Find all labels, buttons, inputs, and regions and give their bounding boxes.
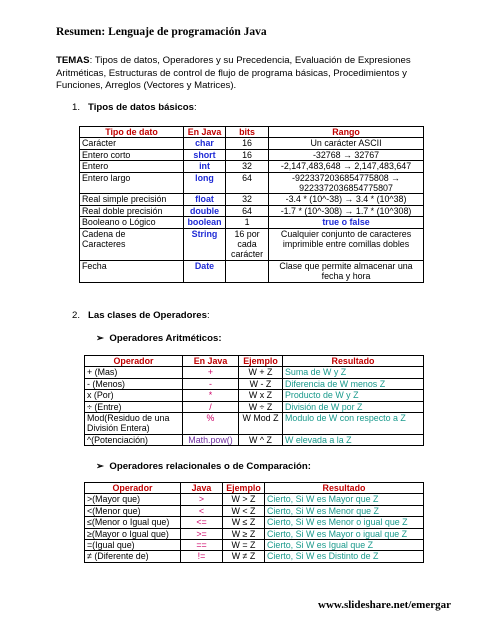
cell: Cierto, Si W es Igual que Z (265, 540, 424, 551)
cell: W ^ Z (239, 434, 283, 445)
cell: Clase que permite almacenar una fecha y hora (269, 260, 424, 282)
table-row (85, 367, 424, 378)
cell: float (184, 194, 226, 205)
subsection-arithmetic-heading (96, 333, 222, 344)
cell: Cierto, Si W es Menor que Z (265, 505, 424, 516)
cell: W - Z (239, 378, 283, 389)
page-title: Resumen: Lenguaje de programación Java (56, 26, 267, 38)
cell: long (184, 172, 226, 194)
table-row (85, 540, 424, 551)
table-row (80, 138, 424, 149)
cell: Cierto, Si W es Menor o igual que Z (265, 517, 424, 528)
cell: -2,147,483,648 → 2,147,483,647 (269, 161, 424, 172)
table-row (80, 149, 424, 160)
cell: Carácter (80, 138, 184, 149)
cell: W + Z (239, 367, 283, 378)
section-1-number: 1. (72, 102, 81, 113)
cell: boolean (184, 217, 226, 228)
table-row (80, 260, 424, 282)
section-1-title: Tipos de datos básicos (88, 102, 194, 113)
cell: Cierto, Si W es Mayor que Z (265, 494, 424, 505)
section-2-number: 2. (72, 310, 81, 321)
cell: ≥(Mayor o Igual que) (85, 528, 181, 539)
col-header: Tipo de dato (80, 127, 184, 138)
cell: Booleano o Lógico (80, 217, 184, 228)
footer-url[interactable]: www.slideshare.net/emergar (318, 599, 451, 611)
table-row (85, 413, 424, 435)
cell: W ÷ Z (239, 401, 283, 412)
table-row (85, 551, 424, 562)
cell: Date (184, 260, 226, 282)
table-row (80, 217, 424, 228)
cell: - (183, 378, 239, 389)
cell: / (183, 401, 239, 412)
cell: Entero corto (80, 149, 184, 160)
section-1-heading: 1. Tipos de datos básicos: (72, 102, 197, 113)
table-row (85, 517, 424, 528)
col-header: Operador (85, 483, 181, 494)
cell: 64 (226, 205, 269, 216)
cell: != (181, 551, 223, 562)
cell: > (181, 494, 223, 505)
cell: <= (181, 517, 223, 528)
table-header-row (80, 127, 424, 138)
col-header: Resultado (283, 356, 424, 367)
intro-label: TEMAS (56, 55, 90, 66)
cell: W ≤ Z (223, 517, 265, 528)
cell: ≤(Menor o Igual que) (85, 517, 181, 528)
cell: * (183, 390, 239, 401)
cell: < (181, 505, 223, 516)
intro-paragraph (56, 55, 451, 93)
cell: Cierto, Si W es Distinto de Z (265, 551, 424, 562)
cell: Cadena de Caracteres (80, 228, 184, 260)
cell: Diferencia de W menos Z (283, 378, 424, 389)
cell: char (184, 138, 226, 149)
cell: 16 por cada carácter (226, 228, 269, 260)
cell: 16 (226, 138, 269, 149)
cell: 1 (226, 217, 269, 228)
col-header: Ejemplo (239, 356, 283, 367)
cell: Real simple precisión (80, 194, 184, 205)
cell: W > Z (223, 494, 265, 505)
table-row (80, 205, 424, 216)
intro-text: : Tipos de datos, Operadores y su Precedencia, Evaluación de Expresiones Aritméticas, Estructuras de control de flujo de programa básicas, Procedimientos y Funciones, Arreglos (Vectores y Matrices). (56, 55, 411, 92)
col-header: En Java (183, 356, 239, 367)
table-row (85, 401, 424, 412)
subsection-arithmetic-title: Operadores Aritméticos: (109, 333, 222, 344)
cell: W x Z (239, 390, 283, 401)
subsection-relational-title: Operadores relacionales o de Comparación: (109, 461, 311, 472)
col-header: Ejemplo (223, 483, 265, 494)
table-row (80, 228, 424, 260)
table-row (85, 494, 424, 505)
cell: Modulo de W con respecto a Z (283, 413, 424, 435)
table-row (85, 378, 424, 389)
table-header-row (85, 483, 424, 494)
col-header: Operador (85, 356, 183, 367)
cell: W elevada a la Z (283, 434, 424, 445)
cell: W ≠ Z (223, 551, 265, 562)
section-2-heading: 2. Las clases de Operadores: (72, 310, 210, 321)
cell: == (181, 540, 223, 551)
relational-operators-table (84, 482, 424, 563)
cell: ^(Potenciación) (85, 434, 183, 445)
cell: String (184, 228, 226, 260)
cell: x (Por) (85, 390, 183, 401)
cell: + (183, 367, 239, 378)
bullet-arrow-icon: ➢ (96, 461, 105, 472)
cell: W < Z (223, 505, 265, 516)
cell: Entero (80, 161, 184, 172)
cell: -1.7 * (10^-308) → 1.7 * (10^308) (269, 205, 424, 216)
cell: 32 (226, 161, 269, 172)
cell: ÷ (Entre) (85, 401, 183, 412)
col-header: Java (181, 483, 223, 494)
cell: Cualquier conjunto de caracteres imprimible entre comillas dobles (269, 228, 424, 260)
cell: 64 (226, 172, 269, 194)
cell: ≠ (Diferente de) (85, 551, 181, 562)
table-row (85, 505, 424, 516)
cell: - (Menos) (85, 378, 183, 389)
col-header: bits (226, 127, 269, 138)
table-row (80, 172, 424, 194)
table-row (80, 194, 424, 205)
cell: -3.4 * (10^-38) → 3.4 * (10^38) (269, 194, 424, 205)
cell: double (184, 205, 226, 216)
cell: División de W por Z (283, 401, 424, 412)
cell: Real doble precisión (80, 205, 184, 216)
col-header: Rango (269, 127, 424, 138)
cell: Entero largo (80, 172, 184, 194)
cell: >(Mayor que) (85, 494, 181, 505)
cell: Cierto, Si W es Mayor o igual que Z (265, 528, 424, 539)
table-header-row (85, 356, 424, 367)
cell: W = Z (223, 540, 265, 551)
arithmetic-operators-table (84, 355, 424, 446)
table-row (85, 528, 424, 539)
subsection-relational-heading (96, 461, 311, 472)
section-2-title: Las clases de Operadores (88, 310, 207, 321)
col-header: Resultado (265, 483, 424, 494)
cell: Producto de W y Z (283, 390, 424, 401)
cell: true o false (269, 217, 424, 228)
col-header: En Java (184, 127, 226, 138)
cell: >= (181, 528, 223, 539)
cell: W Mod Z (239, 413, 283, 435)
table-row (80, 161, 424, 172)
cell: Suma de W y Z (283, 367, 424, 378)
table-row (85, 434, 424, 445)
table-row (85, 390, 424, 401)
cell: -9223372036854775808 → 9223372036854775807 (269, 172, 424, 194)
cell: Un carácter ASCII (269, 138, 424, 149)
cell: -32768 → 32767 (269, 149, 424, 160)
data-types-table (79, 126, 424, 283)
cell: Math.pow() (183, 434, 239, 445)
cell: short (184, 149, 226, 160)
cell: <(Menor que) (85, 505, 181, 516)
cell: % (183, 413, 239, 435)
bullet-arrow-icon: ➢ (96, 333, 105, 344)
cell: W ≥ Z (223, 528, 265, 539)
cell: Fecha (80, 260, 184, 282)
cell: =(Igual que) (85, 540, 181, 551)
cell: + (Mas) (85, 367, 183, 378)
cell: 32 (226, 194, 269, 205)
cell: int (184, 161, 226, 172)
cell: Mod(Residuo de una División Entera) (85, 413, 183, 435)
cell: 16 (226, 149, 269, 160)
cell (226, 260, 269, 282)
